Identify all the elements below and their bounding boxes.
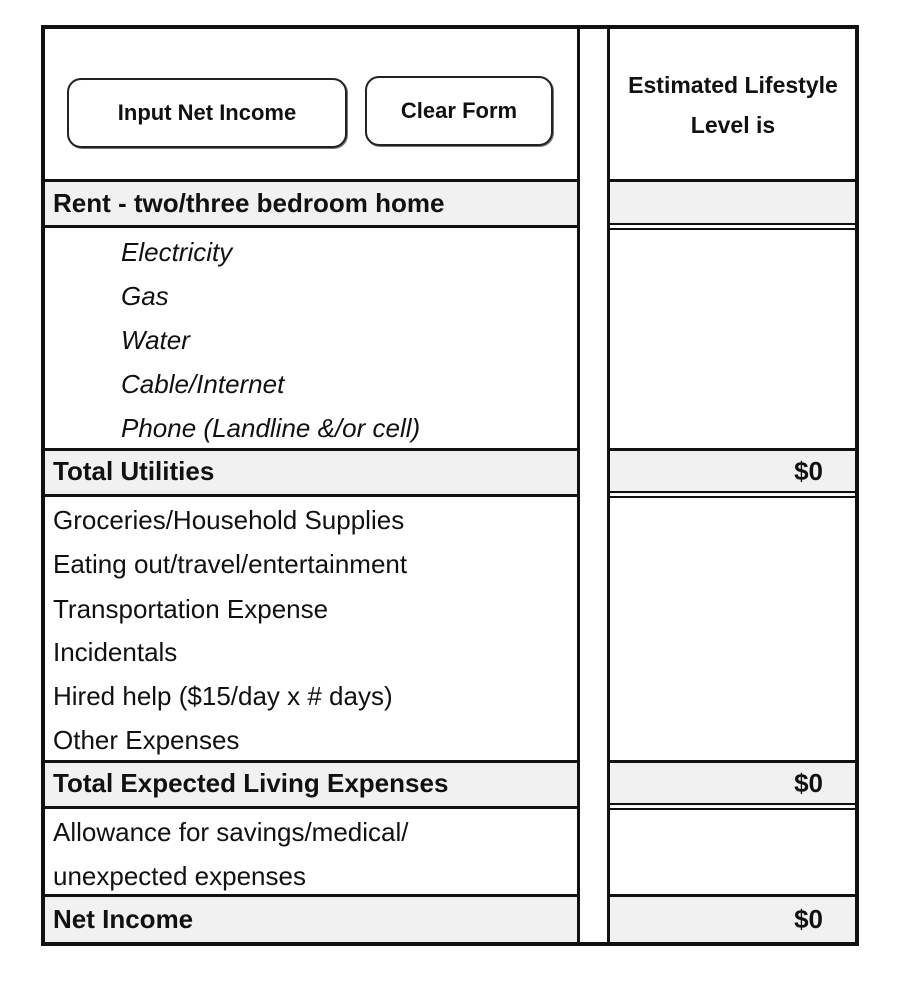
budget-form — [41, 25, 859, 946]
utilities-rule — [45, 448, 577, 451]
header-rule — [45, 179, 577, 182]
allowance-label-line-2: unexpected expenses — [53, 861, 306, 891]
clear-form-button[interactable]: Clear Form — [365, 76, 553, 146]
utility-gas: Gas — [121, 281, 169, 311]
living-value-cell[interactable] — [613, 499, 855, 757]
total-utilities-label: Total Utilities — [53, 456, 215, 486]
net-income-value: $0 — [794, 904, 823, 934]
utility-water: Water — [121, 325, 190, 355]
living-transportation: Transportation Expense — [53, 594, 329, 624]
total-living-label: Total Expected Living Expenses — [53, 768, 449, 798]
allowance-rule — [45, 894, 577, 897]
utilities-rule-right — [607, 448, 859, 451]
living-rule — [45, 760, 577, 763]
utility-electricity: Electricity — [121, 237, 233, 267]
input-net-income-button[interactable]: Input Net Income — [67, 78, 347, 148]
utilities-value-cell[interactable] — [613, 229, 855, 445]
living-incidentals: Incidentals — [53, 637, 178, 667]
allowance-value-cell[interactable] — [613, 811, 855, 891]
rent-rule — [45, 225, 577, 228]
rent-label: Rent - two/three bedroom home — [53, 188, 445, 218]
living-other: Other Expenses — [53, 725, 240, 755]
living-rule-right — [607, 760, 859, 763]
allowance-label-line-1: Allowance for savings/medical/ — [53, 817, 409, 847]
allowance-rule-right — [607, 894, 859, 897]
net-income-label: Net Income — [53, 904, 194, 934]
utility-phone: Phone (Landline &/or cell) — [121, 413, 421, 443]
total-utilities-rule — [45, 494, 577, 497]
total-utilities-rule-right — [607, 491, 859, 498]
total-living-rule-right — [607, 803, 859, 810]
living-eating-out: Eating out/travel/entertainment — [53, 549, 408, 579]
living-groceries: Groceries/Household Supplies — [53, 505, 405, 535]
total-living-value: $0 — [794, 768, 823, 798]
total-utilities-value: $0 — [794, 456, 823, 486]
rent-value-cell[interactable] — [613, 183, 855, 223]
total-living-rule — [45, 806, 577, 809]
header-rule-right — [607, 179, 859, 182]
utility-cable-internet: Cable/Internet — [121, 369, 285, 399]
left-column-divider — [577, 29, 580, 942]
estimated-lifestyle-heading: Estimated Lifestyle Level is — [628, 72, 838, 138]
living-hired-help: Hired help ($15/day x # days) — [53, 681, 393, 711]
